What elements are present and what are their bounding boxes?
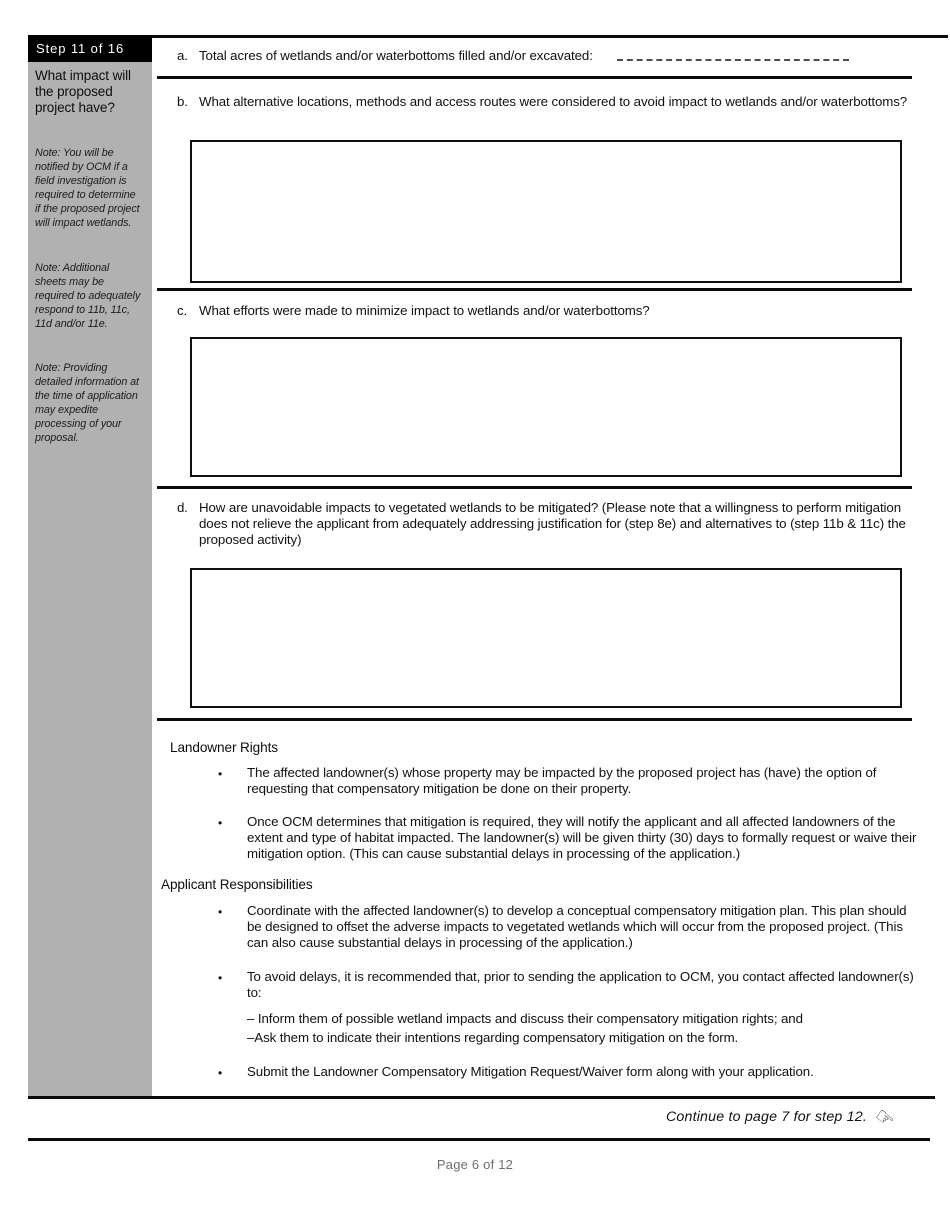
- sidebar-note-additional-sheets: [35, 261, 142, 331]
- bullet-text: Submit the Landowner Compensatory Mitigation Request/Waiver form along with your application.: [247, 1064, 814, 1079]
- question-c: [177, 303, 913, 319]
- step-indicator: [28, 35, 152, 62]
- landowner-rights-heading: Landowner Rights: [170, 740, 278, 755]
- step-indicator-label: Step 11 of 16: [36, 41, 125, 56]
- question-b: [177, 94, 913, 110]
- sidebar: [28, 35, 152, 1097]
- bullet-text: Coordinate with the affected landowner(s) to develop a conceptual compensatory mitigation plan. This plan should be designed to offset the adverse impacts to vegetated wetlands which will occur from the proposed project. (This can also cause substantial delays in processing of the application.): [247, 903, 907, 950]
- question-d-answer-box[interactable]: [190, 568, 902, 708]
- note-prefix: Note:: [35, 147, 61, 159]
- question-a: [177, 48, 917, 64]
- bullet-icon: •: [218, 767, 223, 781]
- note-text: Providing detailed information at the time of application may expedite processing of your proposal.: [35, 362, 139, 444]
- sub-item-indicate-intentions: –Ask them to indicate their intentions regarding compensatory mitigation on the form.: [247, 1030, 739, 1045]
- question-a-text: Total acres of wetlands and/or waterbottoms filled and/or excavated:: [199, 48, 593, 63]
- sidebar-note-field-investigation: [35, 146, 142, 230]
- continue-note-text: Continue to page 7 for step 12.: [665, 1109, 867, 1125]
- bullet-icon: •: [218, 1066, 223, 1080]
- sub-item-inform-landowners: – Inform them of possible wetland impacts and discuss their compensatory mitigation rights; and: [247, 1011, 803, 1026]
- question-b-label: b.: [177, 94, 188, 109]
- pointing-hand-icon: ☞: [869, 1103, 900, 1134]
- note-text: You will be notified by OCM if a field investigation is required to determine if the proposed project will impact wetlands.: [35, 147, 140, 229]
- section-rule-a: [157, 76, 912, 79]
- note-prefix: Note:: [35, 262, 61, 274]
- sidebar-heading: What impact will the proposed project have?: [35, 68, 131, 115]
- top-rule: [28, 35, 948, 38]
- landowner-rights-bullet-1: [218, 765, 918, 797]
- bullet-text: To avoid delays, it is recommended that, prior to sending the application to OCM, you contact affected landowner(s) to:: [247, 969, 914, 1000]
- bullet-text: The affected landowner(s) whose property may be impacted by the proposed project has (have) the option of requesting that compensatory mitigation be done on their property.: [247, 765, 877, 796]
- bullet-text: Once OCM determines that mitigation is required, they will notify the applicant and all affected landowners of the extent and type of habitat impacted. The landowner(s) will be given thirty (30) days to formally request or waive their mitigation option. (This can cause substantial delays in processing of the application.): [247, 814, 917, 861]
- question-d-text: How are unavoidable impacts to vegetated wetlands to be mitigated? (Please note that a willingness to perform mitigation does not relieve the applicant from adequately addressing justification for (step 8e) and alternatives to (step 11b & 11c) the proposed activity): [199, 500, 906, 547]
- question-d: [177, 500, 917, 548]
- applicant-responsibilities-heading: Applicant Responsibilities: [161, 877, 313, 892]
- question-c-answer-box[interactable]: [190, 337, 902, 477]
- section-rule-d: [157, 718, 912, 721]
- continue-note: [157, 1103, 900, 1134]
- question-a-answer-field[interactable]: [617, 48, 849, 61]
- sidebar-note-detailed-information: [35, 361, 142, 445]
- footer-rule: [28, 1138, 930, 1141]
- question-b-answer-box[interactable]: [190, 140, 902, 283]
- bullet-icon: •: [218, 971, 223, 985]
- bullet-icon: •: [218, 905, 223, 919]
- applicant-responsibilities-bullet-3: [218, 1064, 918, 1081]
- page-number: Page 6 of 12: [436, 1157, 514, 1172]
- question-a-label: a.: [177, 48, 188, 63]
- applicant-responsibilities-bullet-1: [218, 903, 918, 951]
- note-text: Additional sheets may be required to adequately respond to 11b, 11c, 11d and/or 11e.: [35, 262, 141, 330]
- section-rule-c: [157, 486, 912, 489]
- landowner-rights-bullet-2: [218, 814, 918, 862]
- question-d-label: d.: [177, 500, 188, 515]
- question-c-label: c.: [177, 303, 188, 318]
- note-prefix: Note:: [35, 362, 61, 374]
- section-rule-b: [157, 288, 912, 291]
- question-b-text: What alternative locations, methods and access routes were considered to avoid impact to wetlands and/or waterbottoms?: [199, 94, 908, 109]
- content-end-rule: [28, 1096, 935, 1099]
- applicant-responsibilities-bullet-2: [218, 969, 918, 1001]
- bullet-icon: •: [218, 816, 223, 830]
- question-c-text: What efforts were made to minimize impact to wetlands and/or waterbottoms?: [199, 303, 650, 318]
